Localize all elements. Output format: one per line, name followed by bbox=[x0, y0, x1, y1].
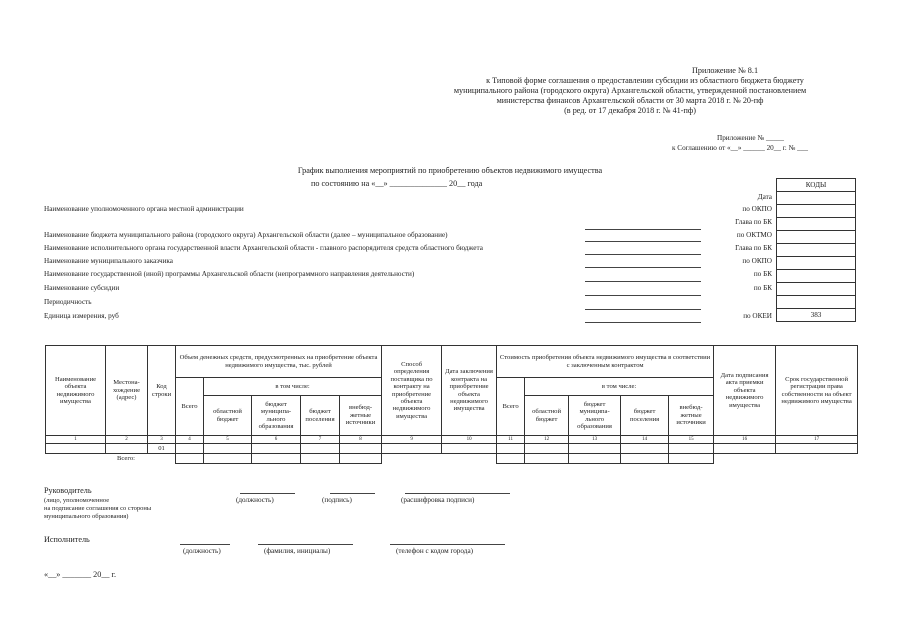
code-cell-okpo-2[interactable] bbox=[777, 257, 856, 270]
codes-table bbox=[776, 178, 856, 322]
cell[interactable] bbox=[621, 444, 669, 454]
col-number: 13 bbox=[569, 436, 621, 444]
exec-position-caption: (должность) bbox=[183, 547, 221, 555]
col-number: 8 bbox=[340, 436, 382, 444]
col-number: 6 bbox=[252, 436, 301, 444]
row-code: 01 bbox=[148, 444, 176, 454]
cell[interactable] bbox=[204, 444, 252, 454]
code-label-glava-bk-2: Глава по БК bbox=[735, 244, 772, 252]
cell[interactable] bbox=[340, 444, 382, 454]
cell[interactable] bbox=[525, 444, 569, 454]
schedule-table bbox=[45, 345, 858, 464]
cell[interactable] bbox=[442, 444, 497, 454]
header-line-3: министерства финансов Архангельской области от 30 марта 2018 г. № 20-пф bbox=[496, 96, 764, 105]
appendix-number: Приложение № _____ bbox=[717, 134, 784, 142]
fill-line-authority[interactable] bbox=[585, 229, 701, 230]
fill-line-subsidy[interactable] bbox=[585, 295, 701, 296]
code-cell-okei[interactable]: 383 bbox=[777, 309, 856, 322]
cell[interactable] bbox=[106, 444, 148, 454]
col-header-regional: областной бюджет bbox=[204, 396, 252, 436]
field-label-budget: Наименование бюджета муниципального района (городского округа) Архангельской области (далее – муниципальное образование) bbox=[44, 231, 448, 239]
field-label-program: Наименование государственной (иной) программы Архангельской области (непрограммного направления деятельности) bbox=[44, 270, 415, 278]
col-header-settlement-2: бюджет поселения bbox=[621, 396, 669, 436]
col-number: 17 bbox=[776, 436, 858, 444]
col-number: 3 bbox=[148, 436, 176, 444]
code-label-okei: по ОКЕИ bbox=[743, 312, 772, 320]
appendix-title: Приложение № 8.1 bbox=[691, 66, 759, 75]
total-cell[interactable] bbox=[669, 454, 714, 464]
cell[interactable] bbox=[669, 444, 714, 454]
cell[interactable] bbox=[46, 444, 106, 454]
total-cell[interactable] bbox=[252, 454, 301, 464]
head-position-line[interactable] bbox=[240, 493, 295, 494]
total-cell[interactable] bbox=[340, 454, 382, 464]
field-label-periodicity: Периодичность bbox=[44, 298, 92, 306]
cell[interactable] bbox=[252, 444, 301, 454]
col-number: 14 bbox=[621, 436, 669, 444]
exec-position-line[interactable] bbox=[180, 544, 230, 545]
col-header-municipal-2: бюджет муниципа-льного образования bbox=[569, 396, 621, 436]
col-header-volume: Объем денежных средств, предусмотренных на приобретение объекта недвижимого имущества, тыс. рублей bbox=[176, 346, 382, 378]
code-label-okpo-2: по ОКПО bbox=[742, 257, 772, 265]
code-cell-oktmo[interactable] bbox=[777, 231, 856, 244]
form-title: График выполнения мероприятий по приобретению объектов недвижимого имущества bbox=[297, 166, 603, 175]
code-cell-bk[interactable] bbox=[777, 270, 856, 283]
col-header-accept-date: Дата подписания акта приемки объекта недвижимого имущества bbox=[714, 346, 776, 436]
col-number: 15 bbox=[669, 436, 714, 444]
total-cell[interactable] bbox=[497, 454, 525, 464]
col-header-code: Код строки bbox=[148, 346, 176, 436]
code-cell-date[interactable] bbox=[777, 192, 856, 205]
total-label: Всего: bbox=[116, 455, 135, 463]
cell[interactable] bbox=[497, 444, 525, 454]
fill-line-periodicity[interactable] bbox=[585, 309, 701, 310]
fill-line-executive[interactable] bbox=[585, 254, 701, 255]
head-decoding-line[interactable] bbox=[405, 493, 510, 494]
fill-line-budget[interactable] bbox=[585, 241, 701, 242]
code-label-bk-2: по БК bbox=[753, 284, 772, 292]
code-cell-glava-bk[interactable] bbox=[777, 218, 856, 231]
col-header-including: в том числе: bbox=[204, 378, 382, 396]
col-header-total-2: Всего bbox=[497, 378, 525, 436]
col-header-name: Наименование объекта недвижимого имущества bbox=[46, 346, 106, 436]
executor-label: Исполнитель bbox=[44, 535, 90, 544]
column-numbers-row bbox=[46, 436, 858, 444]
col-number: 5 bbox=[204, 436, 252, 444]
exec-phone-caption: (телефон с кодом города) bbox=[396, 547, 474, 555]
col-number: 4 bbox=[176, 436, 204, 444]
head-note-2: на подписание соглашения со стороны bbox=[44, 505, 152, 512]
col-number: 16 bbox=[714, 436, 776, 444]
code-cell-bk-2[interactable] bbox=[777, 283, 856, 296]
cell[interactable] bbox=[569, 444, 621, 454]
head-label: Руководитель bbox=[44, 486, 92, 495]
exec-phone-line[interactable] bbox=[390, 544, 505, 545]
code-label-bk: по БК bbox=[753, 270, 772, 278]
head-signature-caption: (подпись) bbox=[322, 496, 352, 504]
col-number: 11 bbox=[497, 436, 525, 444]
total-cell[interactable] bbox=[525, 454, 569, 464]
exec-name-line[interactable] bbox=[258, 544, 353, 545]
col-number: 9 bbox=[382, 436, 442, 444]
header-line-2: муниципального района (городского округа) Архангельской области, утвержденной постановлением bbox=[453, 86, 807, 95]
col-header-nonbudget: внебюд-жетные источники bbox=[340, 396, 382, 436]
table-row bbox=[46, 444, 858, 454]
head-note-1: (лицо, уполномоченное bbox=[44, 497, 110, 504]
code-label-glava-bk: Глава по БК bbox=[735, 218, 772, 226]
col-header-including-2: в том числе: bbox=[525, 378, 714, 396]
form-date-line: по состоянию на «__» ______________ 20__ года bbox=[311, 179, 483, 188]
fill-line-unit[interactable] bbox=[585, 322, 701, 323]
total-cell[interactable] bbox=[621, 454, 669, 464]
agreement-reference: к Соглашению от «__» ______ 20__ г. № ___ bbox=[672, 144, 808, 152]
total-cell[interactable] bbox=[204, 454, 252, 464]
cell[interactable] bbox=[382, 444, 442, 454]
header-line-1: к Типовой форме соглашения о предоставлении субсидии из областного бюджета бюджету bbox=[486, 76, 804, 85]
col-header-regional-2: областной бюджет bbox=[525, 396, 569, 436]
total-row bbox=[46, 454, 858, 464]
col-header-method: Способ определения поставщика по контракту на приобретение объекта недвижимого имущества bbox=[382, 346, 442, 436]
field-label-subsidy: Наименование субсидии bbox=[44, 284, 120, 292]
col-header-settlement: бюджет поселения bbox=[301, 396, 340, 436]
cell[interactable] bbox=[176, 444, 204, 454]
cell[interactable] bbox=[301, 444, 340, 454]
field-label-authority: Наименование уполномоченного органа местной администрации bbox=[44, 205, 244, 213]
fill-line-program[interactable] bbox=[585, 281, 701, 282]
field-label-unit: Единица измерения, руб bbox=[44, 312, 119, 320]
head-signature-line[interactable] bbox=[330, 493, 375, 494]
code-label-date: Дата bbox=[757, 193, 772, 201]
col-number: 2 bbox=[106, 436, 148, 444]
cell[interactable] bbox=[776, 444, 858, 454]
total-cell[interactable] bbox=[301, 454, 340, 464]
total-cell[interactable] bbox=[569, 454, 621, 464]
appendix-header bbox=[370, 66, 890, 116]
fill-line-customer[interactable] bbox=[585, 267, 701, 268]
codes-header: КОДЫ bbox=[777, 179, 856, 192]
col-header-contract-date: Дата заключения контракта на приобретение объекта недвижимого имущества bbox=[442, 346, 497, 436]
col-number: 10 bbox=[442, 436, 497, 444]
head-note-3: муниципального образования) bbox=[44, 513, 129, 520]
col-header-total: Всего bbox=[176, 378, 204, 436]
exec-name-caption: (фамилия, инициалы) bbox=[264, 547, 331, 555]
col-header-nonbudget-2: внебюд-жетные источники bbox=[669, 396, 714, 436]
code-cell-period[interactable] bbox=[777, 296, 856, 309]
col-number: 1 bbox=[46, 436, 106, 444]
code-label-oktmo: по ОКТМО bbox=[736, 231, 772, 239]
col-header-location: Местона-хождение (адрес) bbox=[106, 346, 148, 436]
head-position-caption: (должность) bbox=[236, 496, 274, 504]
header-line-4: (в ред. от 17 декабря 2018 г. № 41-пф) bbox=[564, 106, 696, 115]
col-number: 7 bbox=[301, 436, 340, 444]
col-header-cost: Стоимость приобретения объекта недвижимого имущества в соответствии с заключенным контрактом bbox=[497, 346, 714, 378]
signature-date: «__» _______ 20__ г. bbox=[44, 570, 117, 579]
code-cell-okpo[interactable] bbox=[777, 205, 856, 218]
col-header-municipal: бюджет муниципа-льного образования bbox=[252, 396, 301, 436]
code-cell-glava-bk-2[interactable] bbox=[777, 244, 856, 257]
total-cell[interactable] bbox=[176, 454, 204, 464]
code-label-okpo: по ОКПО bbox=[742, 205, 772, 213]
col-number: 12 bbox=[525, 436, 569, 444]
cell[interactable] bbox=[714, 444, 776, 454]
head-decoding-caption: (расшифровка подписи) bbox=[401, 496, 475, 504]
field-label-executive-body: Наименование исполнительного органа государственной власти Архангельской области - главного распорядителя средств областного бюджета bbox=[44, 244, 483, 252]
col-header-registration: Срок государственной регистрации права собственности на объект недвижимого имущества bbox=[776, 346, 858, 436]
field-label-customer: Наименование муниципального заказчика bbox=[44, 257, 173, 265]
